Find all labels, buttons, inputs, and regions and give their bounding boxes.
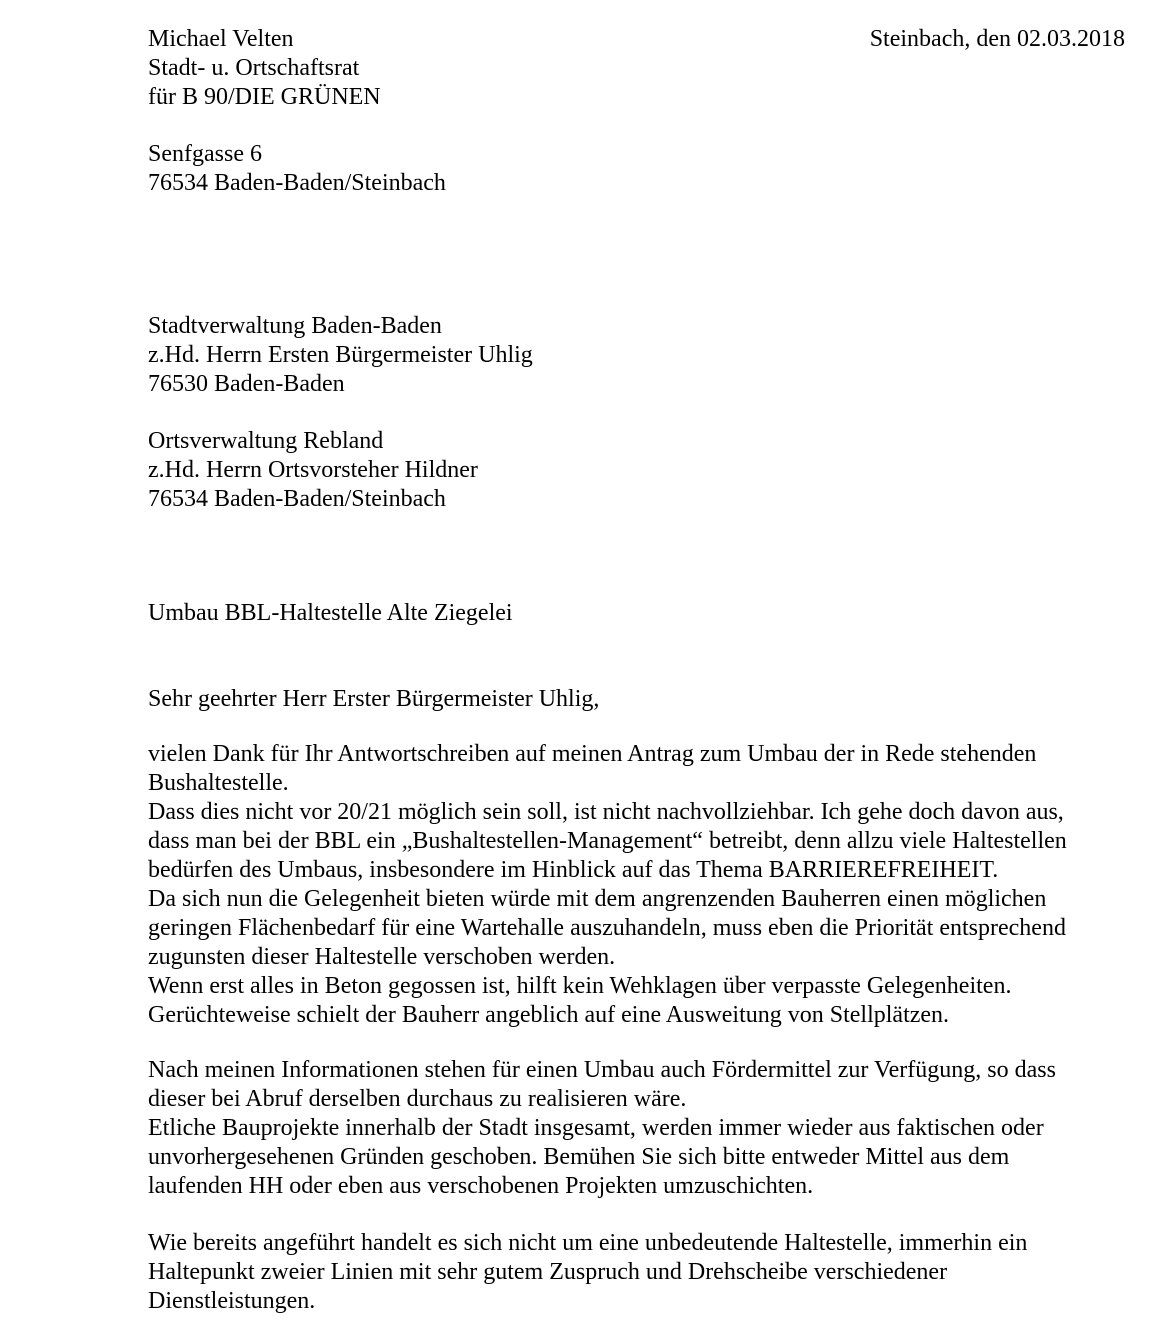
sender-address	[148, 140, 446, 198]
sender-role: Stadt- u. Ortschaftsrat	[148, 55, 360, 81]
body-paragraph-2	[148, 1056, 1056, 1201]
body-line: dass man bei der BBL ein „Bushaltestellen-Management“ betreibt, denn allzu viele Haltestellen	[148, 828, 1067, 854]
body-line: unvorhergesehenen Gründen geschoben. Bemühen Sie sich bitte entweder Mittel aus dem	[148, 1144, 1010, 1170]
sender-party: für B 90/DIE GRÜNEN	[148, 84, 381, 110]
body-line: Dass dies nicht vor 20/21 möglich sein soll, ist nicht nachvollziehbar. Ich gehe doch davon aus,	[148, 799, 1064, 825]
body-line: Wie bereits angeführt handelt es sich nicht um eine unbedeutende Haltestelle, immerhin ein	[148, 1230, 1028, 1256]
body-line: bedürfen des Umbaus, insbesondere im Hinblick auf das Thema BARRIEREFREIHEIT.	[148, 857, 999, 883]
body-line: Etliche Bauprojekte innerhalb der Stadt insgesamt, werden immer wieder aus faktischen oder	[148, 1115, 1044, 1141]
body-line: Gerüchteweise schielt der Bauherr angeblich auf eine Ausweitung von Stellplätzen.	[148, 1002, 950, 1028]
body-line: Haltepunkt zweier Linien mit sehr gutem Zuspruch und Drehscheibe verschiedener	[148, 1259, 948, 1285]
salutation	[148, 685, 599, 714]
sender-block	[148, 25, 381, 112]
sender-city: 76534 Baden-Baden/Steinbach	[148, 170, 446, 196]
recipient-org: Stadtverwaltung Baden-Baden	[148, 313, 442, 339]
body-line: Bushaltestelle.	[148, 770, 289, 796]
recipient-attn: z.Hd. Herrn Ersten Bürgermeister Uhlig	[148, 342, 533, 368]
recipient-block-1	[148, 312, 533, 399]
body-line: dieser bei Abruf derselben durchaus zu realisieren wäre.	[148, 1086, 687, 1112]
sender-name: Michael Velten	[148, 26, 294, 52]
sender-street: Senfgasse 6	[148, 141, 262, 167]
letter-date: Steinbach, den 02.03.2018	[869, 26, 1125, 52]
body-line: zugunsten dieser Haltestelle verschoben werden.	[148, 944, 616, 970]
body-line: Dienstleistungen.	[148, 1288, 316, 1314]
body-line: Wenn erst alles in Beton gegossen ist, hilft kein Wehklagen über verpasste Gelegenheiten.	[148, 973, 1012, 999]
recipient-attn: z.Hd. Herrn Ortsvorsteher Hildner	[148, 457, 478, 483]
recipient-city: 76534 Baden-Baden/Steinbach	[148, 486, 446, 512]
salutation-text: Sehr geehrter Herr Erster Bürgermeister Uhlig,	[148, 686, 600, 712]
body-line: laufenden HH oder eben aus verschobenen Projekten umzuschichten.	[148, 1173, 814, 1199]
body-paragraph-3	[148, 1229, 1027, 1316]
recipient-org: Ortsverwaltung Rebland	[148, 428, 384, 454]
recipient-city: 76530 Baden-Baden	[148, 371, 345, 397]
body-paragraph-1	[148, 740, 1067, 1030]
body-line: geringen Flächenbedarf für eine Wartehalle auszuhandeln, muss eben die Priorität entsprechend	[148, 915, 1066, 941]
subject-text: Umbau BBL-Haltestelle Alte Ziegelei	[148, 600, 513, 626]
body-line: Nach meinen Informationen stehen für einen Umbau auch Fördermittel zur Verfügung, so dass	[148, 1057, 1056, 1083]
body-line: Da sich nun die Gelegenheit bieten würde mit dem angrenzenden Bauherren einen möglichen	[148, 886, 1047, 912]
recipient-block-2	[148, 427, 478, 514]
subject-line	[148, 599, 513, 628]
body-line: vielen Dank für Ihr Antwortschreiben auf meinen Antrag zum Umbau der in Rede stehenden	[148, 741, 1037, 767]
